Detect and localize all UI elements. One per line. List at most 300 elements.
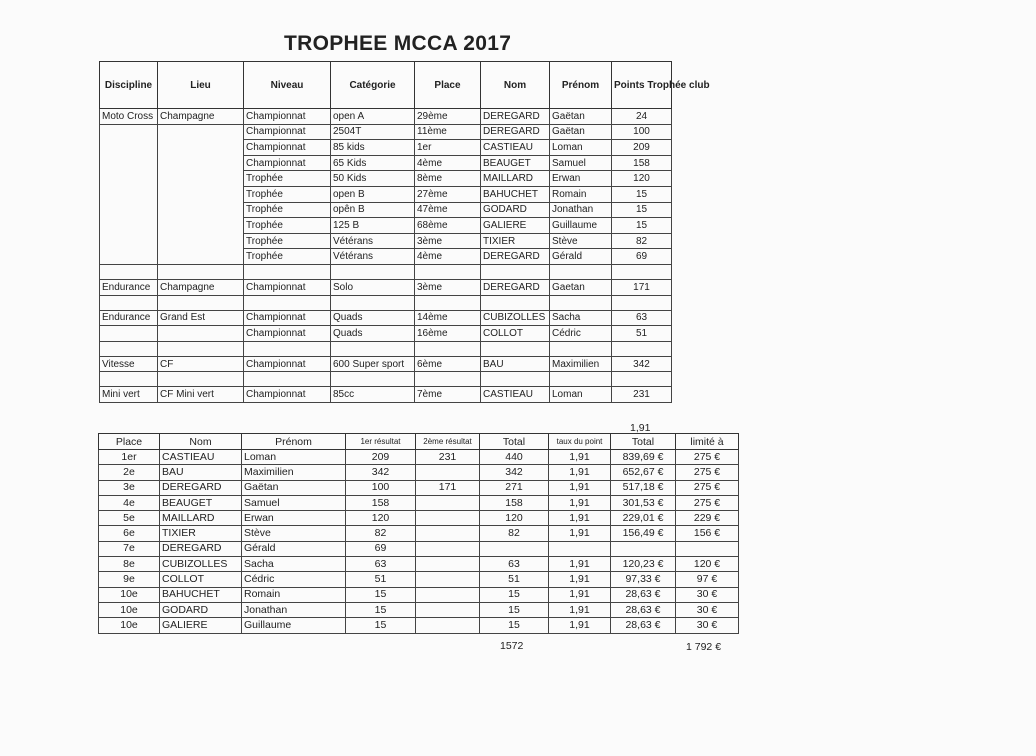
results-header-cell: Discipline bbox=[100, 62, 158, 109]
results-cell: 100 bbox=[612, 124, 672, 140]
sum-limited: 1 792 € bbox=[686, 641, 722, 653]
results-cell: Trophée bbox=[244, 249, 331, 265]
ranking-cell bbox=[416, 587, 480, 602]
results-row bbox=[100, 155, 672, 171]
results-cell: 51 bbox=[612, 326, 672, 342]
ranking-cell: 10e bbox=[99, 587, 160, 602]
ranking-cell: CUBIZOLLES bbox=[160, 557, 242, 572]
results-header-cell: Place bbox=[415, 62, 481, 109]
results-cell: Championnat bbox=[244, 155, 331, 171]
results-cell: Vétérans bbox=[331, 233, 415, 249]
ranking-cell bbox=[416, 557, 480, 572]
ranking-cell: 1,91 bbox=[549, 572, 611, 587]
spacer-cell bbox=[481, 341, 550, 356]
ranking-cell: TIXIER bbox=[160, 526, 242, 541]
results-cell: open A bbox=[331, 109, 415, 125]
ranking-cell: 7e bbox=[99, 541, 160, 556]
results-cell: opên B bbox=[331, 202, 415, 218]
ranking-cell: 1,91 bbox=[549, 557, 611, 572]
results-cell: Championnat bbox=[244, 124, 331, 140]
ranking-cell bbox=[549, 541, 611, 556]
results-cell: 6ème bbox=[415, 356, 481, 372]
results-table bbox=[99, 61, 710, 403]
ranking-cell: BEAUGET bbox=[160, 495, 242, 510]
ranking-cell: Sacha bbox=[242, 557, 346, 572]
results-cell: Sacha bbox=[550, 310, 612, 326]
results-cell: 16ème bbox=[415, 326, 481, 342]
ranking-cell: 10e bbox=[99, 602, 160, 617]
results-cell: 65 Kids bbox=[331, 155, 415, 171]
ranking-row bbox=[99, 557, 739, 572]
ranking-cell: 30 € bbox=[676, 602, 739, 617]
results-header-cell: Lieu bbox=[158, 62, 244, 109]
results-cell bbox=[100, 233, 158, 249]
ranking-cell: GALIERE bbox=[160, 618, 242, 633]
ranking-cell: 158 bbox=[480, 495, 549, 510]
page-title: TROPHEE MCCA 2017 bbox=[284, 32, 512, 55]
ranking-cell: Loman bbox=[242, 450, 346, 465]
results-row bbox=[100, 233, 672, 249]
results-cell: 29ème bbox=[415, 109, 481, 125]
results-cell: 68ème bbox=[415, 218, 481, 234]
results-cell: 8ème bbox=[415, 171, 481, 187]
results-cell: Trophée bbox=[244, 171, 331, 187]
results-cell: Championnat bbox=[244, 140, 331, 156]
results-cell: 209 bbox=[612, 140, 672, 156]
spacer-cell bbox=[415, 295, 481, 310]
results-cell: Jonathan bbox=[550, 202, 612, 218]
ranking-cell: 158 bbox=[346, 495, 416, 510]
results-cell: Quads bbox=[331, 310, 415, 326]
results-cell: GODARD bbox=[481, 202, 550, 218]
ranking-cell: 15 bbox=[480, 602, 549, 617]
spacer-cell bbox=[100, 295, 158, 310]
results-cell bbox=[100, 326, 158, 342]
results-cell: open B bbox=[331, 186, 415, 202]
results-cell: 15 bbox=[612, 202, 672, 218]
results-cell: Championnat bbox=[244, 356, 331, 372]
ranking-cell: DEREGARD bbox=[160, 541, 242, 556]
ranking-cell: BAHUCHET bbox=[160, 587, 242, 602]
results-row bbox=[100, 218, 672, 234]
ranking-cell: CASTIEAU bbox=[160, 450, 242, 465]
results-spacer-row bbox=[100, 372, 672, 387]
spacer-cell bbox=[415, 372, 481, 387]
results-row bbox=[100, 387, 672, 403]
ranking-header-cell: Place bbox=[99, 434, 160, 450]
ranking-cell: Romain bbox=[242, 587, 346, 602]
results-cell: Quads bbox=[331, 326, 415, 342]
results-cell: CF Mini vert bbox=[158, 387, 244, 403]
ranking-cell bbox=[416, 572, 480, 587]
results-header-row bbox=[100, 62, 672, 109]
ranking-cell: 1,91 bbox=[549, 526, 611, 541]
results-cell: Romain bbox=[550, 186, 612, 202]
spacer-cell bbox=[244, 264, 331, 279]
ranking-row bbox=[99, 465, 739, 480]
ranking-row bbox=[99, 541, 739, 556]
ranking-cell: 69 bbox=[346, 541, 416, 556]
results-row bbox=[100, 356, 672, 372]
spacer-cell bbox=[612, 372, 672, 387]
ranking-cell: 1er bbox=[99, 450, 160, 465]
ranking-cell: 342 bbox=[480, 465, 549, 480]
results-cell: 342 bbox=[612, 356, 672, 372]
results-cell: Endurance bbox=[100, 279, 158, 295]
results-cell: Championnat bbox=[244, 109, 331, 125]
ranking-cell: 51 bbox=[480, 572, 549, 587]
spacer-cell bbox=[100, 341, 158, 356]
ranking-cell: 229 € bbox=[676, 511, 739, 526]
ranking-cell: 2e bbox=[99, 465, 160, 480]
ranking-cell: 209 bbox=[346, 450, 416, 465]
results-cell: 27ème bbox=[415, 186, 481, 202]
results-cell: BEAUGET bbox=[481, 155, 550, 171]
results-cell: Championnat bbox=[244, 387, 331, 403]
results-cell: Moto Cross bbox=[100, 109, 158, 125]
sum-total: 1572 bbox=[500, 640, 524, 652]
ranking-cell: 231 bbox=[416, 450, 480, 465]
results-cell bbox=[100, 124, 158, 140]
results-header-cell: Catégorie bbox=[331, 62, 415, 109]
ranking-cell: COLLOT bbox=[160, 572, 242, 587]
results-cell: Gaëtan bbox=[550, 124, 612, 140]
spacer-cell bbox=[158, 264, 244, 279]
results-cell: DEREGARD bbox=[481, 124, 550, 140]
ranking-cell: Guillaume bbox=[242, 618, 346, 633]
results-cell: CASTIEAU bbox=[481, 387, 550, 403]
results-cell: Gaëtan bbox=[550, 109, 612, 125]
ranking-cell: Jonathan bbox=[242, 602, 346, 617]
results-cell: BAU bbox=[481, 356, 550, 372]
ranking-cell: 4e bbox=[99, 495, 160, 510]
results-cell: 14ème bbox=[415, 310, 481, 326]
ranking-cell: 1,91 bbox=[549, 450, 611, 465]
spacer-cell bbox=[331, 341, 415, 356]
results-cell: 15 bbox=[612, 186, 672, 202]
results-cell bbox=[158, 249, 244, 265]
ranking-row bbox=[99, 526, 739, 541]
results-cell: 85 kids bbox=[331, 140, 415, 156]
spacer-cell bbox=[612, 341, 672, 356]
ranking-cell bbox=[416, 465, 480, 480]
ranking-cell bbox=[416, 511, 480, 526]
ranking-cell: 15 bbox=[346, 602, 416, 617]
ranking-cell: 9e bbox=[99, 572, 160, 587]
spacer-cell bbox=[550, 295, 612, 310]
results-cell: Championnat bbox=[244, 279, 331, 295]
ranking-cell: 6e bbox=[99, 526, 160, 541]
ranking-cell: MAILLARD bbox=[160, 511, 242, 526]
results-cell bbox=[100, 140, 158, 156]
ranking-header-cell: limité à bbox=[676, 434, 739, 450]
results-spacer-row bbox=[100, 295, 672, 310]
results-cell: Stève bbox=[550, 233, 612, 249]
ranking-cell: 301,53 € bbox=[611, 495, 676, 510]
spacer-cell bbox=[244, 372, 331, 387]
spacer-cell bbox=[331, 264, 415, 279]
spacer-cell bbox=[612, 264, 672, 279]
results-cell: 3ème bbox=[415, 233, 481, 249]
results-spacer-row bbox=[100, 264, 672, 279]
results-cell: Cédric bbox=[550, 326, 612, 342]
ranking-cell: 63 bbox=[346, 557, 416, 572]
results-cell: Trophée bbox=[244, 202, 331, 218]
results-cell bbox=[158, 155, 244, 171]
ranking-row bbox=[99, 618, 739, 633]
results-row bbox=[100, 186, 672, 202]
ranking-cell: 28,63 € bbox=[611, 587, 676, 602]
ranking-cell: Samuel bbox=[242, 495, 346, 510]
ranking-cell: 440 bbox=[480, 450, 549, 465]
results-row bbox=[100, 249, 672, 265]
results-cell: Endurance bbox=[100, 310, 158, 326]
results-cell: 15 bbox=[612, 218, 672, 234]
results-cell: Loman bbox=[550, 387, 612, 403]
results-cell: Samuel bbox=[550, 155, 612, 171]
spacer-cell bbox=[331, 372, 415, 387]
ranking-row bbox=[99, 450, 739, 465]
ranking-cell bbox=[480, 541, 549, 556]
ranking-cell: 1,91 bbox=[549, 511, 611, 526]
ranking-cell: 10e bbox=[99, 618, 160, 633]
ranking-header-cell: Total bbox=[611, 434, 676, 450]
results-header-cell: Points Trophée club bbox=[612, 62, 672, 109]
results-cell: COLLOT bbox=[481, 326, 550, 342]
results-cell: 158 bbox=[612, 155, 672, 171]
results-cell bbox=[100, 249, 158, 265]
results-cell: Gérald bbox=[550, 249, 612, 265]
results-cell bbox=[100, 218, 158, 234]
results-cell: Trophée bbox=[244, 218, 331, 234]
results-cell: Loman bbox=[550, 140, 612, 156]
ranking-cell: GODARD bbox=[160, 602, 242, 617]
ranking-cell: 275 € bbox=[676, 465, 739, 480]
ranking-cell: 120 € bbox=[676, 557, 739, 572]
ranking-cell: 1,91 bbox=[549, 480, 611, 495]
results-cell bbox=[100, 155, 158, 171]
results-cell: GALIERE bbox=[481, 218, 550, 234]
results-cell: Champagne bbox=[158, 279, 244, 295]
spacer-cell bbox=[100, 264, 158, 279]
results-cell: 125 B bbox=[331, 218, 415, 234]
spacer-cell bbox=[550, 341, 612, 356]
results-cell: Championnat bbox=[244, 310, 331, 326]
ranking-header-cell: taux du point bbox=[549, 434, 611, 450]
ranking-cell: 120,23 € bbox=[611, 557, 676, 572]
ranking-cell: 5e bbox=[99, 511, 160, 526]
rate-note: 1,91 bbox=[630, 422, 651, 434]
ranking-cell: 82 bbox=[480, 526, 549, 541]
ranking-header-row bbox=[99, 434, 739, 450]
ranking-cell: Erwan bbox=[242, 511, 346, 526]
results-cell: TIXIER bbox=[481, 233, 550, 249]
results-row bbox=[100, 124, 672, 140]
ranking-row bbox=[99, 572, 739, 587]
results-cell: Vétérans bbox=[331, 249, 415, 265]
ranking-header-cell: Total bbox=[480, 434, 549, 450]
results-cell: 2504T bbox=[331, 124, 415, 140]
ranking-row bbox=[99, 587, 739, 602]
results-cell bbox=[158, 233, 244, 249]
ranking-header-cell: Prénom bbox=[242, 434, 346, 450]
spacer-cell bbox=[550, 264, 612, 279]
ranking-cell: 342 bbox=[346, 465, 416, 480]
ranking-cell: 15 bbox=[480, 618, 549, 633]
results-cell: 24 bbox=[612, 109, 672, 125]
ranking-cell: 275 € bbox=[676, 450, 739, 465]
spacer-cell bbox=[550, 372, 612, 387]
results-cell: CF bbox=[158, 356, 244, 372]
ranking-cell: 97,33 € bbox=[611, 572, 676, 587]
ranking-cell: 97 € bbox=[676, 572, 739, 587]
results-cell bbox=[158, 124, 244, 140]
ranking-cell: 156 € bbox=[676, 526, 739, 541]
spacer-cell bbox=[331, 295, 415, 310]
spacer-cell bbox=[415, 341, 481, 356]
results-cell: 3ème bbox=[415, 279, 481, 295]
results-cell: Champagne bbox=[158, 109, 244, 125]
ranking-cell: 51 bbox=[346, 572, 416, 587]
ranking-cell: 171 bbox=[416, 480, 480, 495]
ranking-cell: 275 € bbox=[676, 495, 739, 510]
results-cell bbox=[158, 186, 244, 202]
results-cell: 1er bbox=[415, 140, 481, 156]
ranking-row bbox=[99, 511, 739, 526]
results-cell: BAHUCHET bbox=[481, 186, 550, 202]
ranking-cell: 229,01 € bbox=[611, 511, 676, 526]
ranking-row bbox=[99, 602, 739, 617]
results-cell: 82 bbox=[612, 233, 672, 249]
ranking-cell: 8e bbox=[99, 557, 160, 572]
ranking-row bbox=[99, 495, 739, 510]
ranking-cell: Gaëtan bbox=[242, 480, 346, 495]
results-cell: CASTIEAU bbox=[481, 140, 550, 156]
spacer-cell bbox=[612, 295, 672, 310]
ranking-cell: Maximilien bbox=[242, 465, 346, 480]
results-cell: Gaetan bbox=[550, 279, 612, 295]
ranking-cell: 1,91 bbox=[549, 618, 611, 633]
ranking-cell: 28,63 € bbox=[611, 602, 676, 617]
ranking-cell: 1,91 bbox=[549, 602, 611, 617]
ranking-cell: BAU bbox=[160, 465, 242, 480]
spacer-cell bbox=[244, 295, 331, 310]
results-cell: Trophée bbox=[244, 186, 331, 202]
results-row bbox=[100, 279, 672, 295]
spacer-cell bbox=[100, 372, 158, 387]
spacer-cell bbox=[158, 295, 244, 310]
results-cell: 85cc bbox=[331, 387, 415, 403]
ranking-cell: 839,69 € bbox=[611, 450, 676, 465]
ranking-cell bbox=[416, 618, 480, 633]
ranking-cell: 1,91 bbox=[549, 495, 611, 510]
results-header-cell: Nom bbox=[481, 62, 550, 109]
results-cell: DEREGARD bbox=[481, 279, 550, 295]
ranking-cell bbox=[416, 602, 480, 617]
results-row bbox=[100, 326, 672, 342]
ranking-cell: 3e bbox=[99, 480, 160, 495]
ranking-cell: 271 bbox=[480, 480, 549, 495]
results-cell: 120 bbox=[612, 171, 672, 187]
ranking-row bbox=[99, 480, 739, 495]
ranking-cell bbox=[416, 541, 480, 556]
results-cell: 4ème bbox=[415, 249, 481, 265]
ranking-cell bbox=[676, 541, 739, 556]
spacer-cell bbox=[415, 264, 481, 279]
ranking-cell: 156,49 € bbox=[611, 526, 676, 541]
ranking-cell: Gérald bbox=[242, 541, 346, 556]
results-row bbox=[100, 310, 672, 326]
ranking-cell: 15 bbox=[346, 618, 416, 633]
ranking-cell: 1,91 bbox=[549, 465, 611, 480]
results-cell bbox=[100, 202, 158, 218]
results-cell bbox=[100, 186, 158, 202]
results-cell: Grand Est bbox=[158, 310, 244, 326]
results-cell: Championnat bbox=[244, 326, 331, 342]
ranking-cell: 30 € bbox=[676, 618, 739, 633]
results-cell bbox=[158, 140, 244, 156]
ranking-header-cell: 1er résultat bbox=[346, 434, 416, 450]
results-cell: 171 bbox=[612, 279, 672, 295]
results-row bbox=[100, 140, 672, 156]
results-cell: 7ème bbox=[415, 387, 481, 403]
results-cell bbox=[100, 171, 158, 187]
ranking-cell bbox=[416, 495, 480, 510]
ranking-cell: 63 bbox=[480, 557, 549, 572]
results-cell: Guillaume bbox=[550, 218, 612, 234]
results-cell: Mini vert bbox=[100, 387, 158, 403]
results-cell: 11ème bbox=[415, 124, 481, 140]
results-cell bbox=[158, 218, 244, 234]
ranking-table bbox=[98, 433, 739, 634]
results-cell: 4ème bbox=[415, 155, 481, 171]
results-spacer-row bbox=[100, 341, 672, 356]
ranking-cell: 30 € bbox=[676, 587, 739, 602]
ranking-cell: 652,67 € bbox=[611, 465, 676, 480]
ranking-cell: 517,18 € bbox=[611, 480, 676, 495]
results-cell: DEREGARD bbox=[481, 249, 550, 265]
ranking-cell: Stève bbox=[242, 526, 346, 541]
results-cell: MAILLARD bbox=[481, 171, 550, 187]
ranking-cell: 120 bbox=[346, 511, 416, 526]
results-cell: CUBIZOLLES bbox=[481, 310, 550, 326]
results-cell: Erwan bbox=[550, 171, 612, 187]
ranking-cell: 28,63 € bbox=[611, 618, 676, 633]
results-cell bbox=[158, 202, 244, 218]
results-row bbox=[100, 171, 672, 187]
ranking-cell: DEREGARD bbox=[160, 480, 242, 495]
results-cell: 600 Super sport bbox=[331, 356, 415, 372]
spacer-cell bbox=[158, 372, 244, 387]
results-row bbox=[100, 109, 672, 125]
results-cell: 47ème bbox=[415, 202, 481, 218]
ranking-cell bbox=[416, 526, 480, 541]
ranking-cell: 15 bbox=[480, 587, 549, 602]
ranking-cell bbox=[611, 541, 676, 556]
results-cell: Trophée bbox=[244, 233, 331, 249]
spacer-cell bbox=[481, 264, 550, 279]
results-cell: 63 bbox=[612, 310, 672, 326]
results-cell: Vitesse bbox=[100, 356, 158, 372]
results-cell bbox=[158, 326, 244, 342]
results-cell: 50 Kids bbox=[331, 171, 415, 187]
results-cell bbox=[158, 171, 244, 187]
results-cell: Maximilien bbox=[550, 356, 612, 372]
ranking-header-cell: 2ème résultat bbox=[416, 434, 480, 450]
spacer-cell bbox=[481, 295, 550, 310]
results-row bbox=[100, 202, 672, 218]
results-cell: 69 bbox=[612, 249, 672, 265]
